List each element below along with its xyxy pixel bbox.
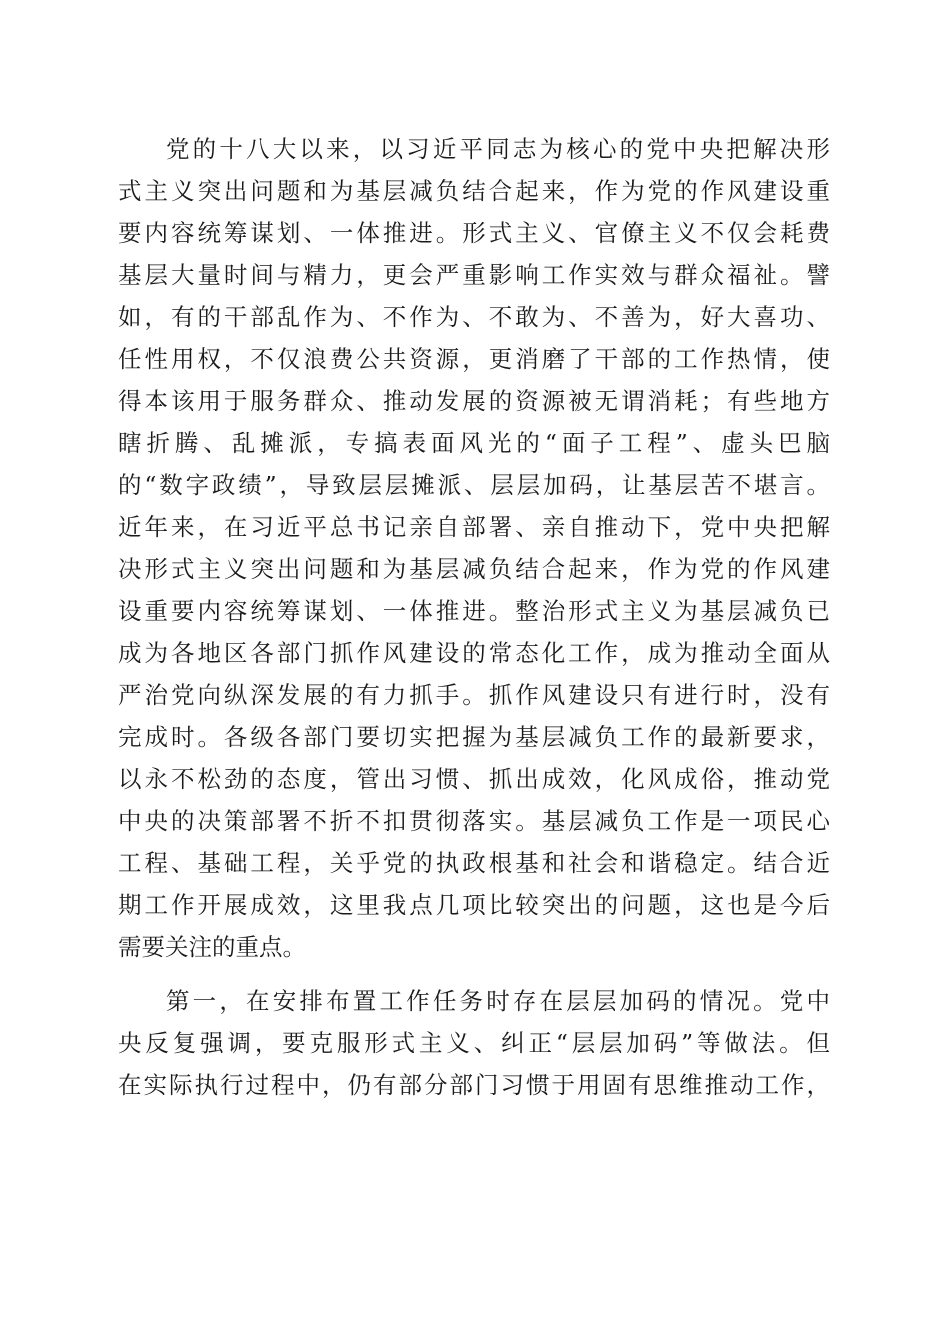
paragraph-1-line-18: 工程、基础工程，关乎党的执政根基和社会和谐稳定。结合近 [118,849,830,877]
paragraph-1-line-6: 任性用权，不仅浪费公共资源，更消磨了干部的工作热情，使 [118,345,830,373]
paragraph-2-line-2: 央反复强调，要克服形式主义、纠正“层层加码”等做法。但 [118,1029,830,1057]
paragraph-1-line-11: 决形式主义突出问题和为基层减负结合起来，作为党的作风建 [118,555,830,583]
paragraph-1-line-14: 严治党向纵深发展的有力抓手。抓作风建设只有进行时，没有 [118,681,830,709]
paragraph-1-line-10: 近年来，在习近平总书记亲自部署、亲自推动下，党中央把解 [118,513,830,541]
paragraph-1-line-5: 如，有的干部乱作为、不作为、不敢为、不善为，好大喜功、 [118,303,830,331]
paragraph-2-line-3: 在实际执行过程中，仍有部分部门习惯于用固有思维推动工作， [118,1071,830,1099]
paragraph-1-line-9: 的“数字政绩”，导致层层摊派、层层加码，让基层苦不堪言。 [118,471,830,499]
paragraph-1-line-7: 得本该用于服务群众、推动发展的资源被无谓消耗；有些地方 [118,387,830,415]
paragraph-1-line-3: 要内容统筹谋划、一体推进。形式主义、官僚主义不仅会耗费 [118,219,830,247]
paragraph-1-line-12: 设重要内容统筹谋划、一体推进。整治形式主义为基层减负已 [118,597,830,625]
paragraph-1-line-19: 期工作开展成效，这里我点几项比较突出的问题，这也是今后 [118,891,830,919]
paragraph-1-line-15: 完成时。各级各部门要切实把握为基层减负工作的最新要求， [118,723,830,751]
paragraph-1-line-1: 党的十八大以来，以习近平同志为核心的党中央把解决形 [166,135,830,163]
paragraph-1-line-17: 中央的决策部署不折不扣贯彻落实。基层减负工作是一项民心 [118,807,830,835]
paragraph-1-line-8: 瞎折腾、乱摊派，专搞表面风光的“面子工程”、虚头巴脑 [118,429,830,457]
paragraph-1-line-16: 以永不松劲的态度，管出习惯、抓出成效，化风成俗，推动党 [118,765,830,793]
paragraph-1-line-4: 基层大量时间与精力，更会严重影响工作实效与群众福祉。譬 [118,261,830,289]
paragraph-1-line-13: 成为各地区各部门抓作风建设的常态化工作，成为推动全面从 [118,639,830,667]
paragraph-1-line-20: 需要关注的重点。 [118,933,306,961]
paragraph-1-line-2: 式主义突出问题和为基层减负结合起来，作为党的作风建设重 [118,177,830,205]
paragraph-2-line-1: 第一，在安排布置工作任务时存在层层加码的情况。党中 [166,987,830,1015]
